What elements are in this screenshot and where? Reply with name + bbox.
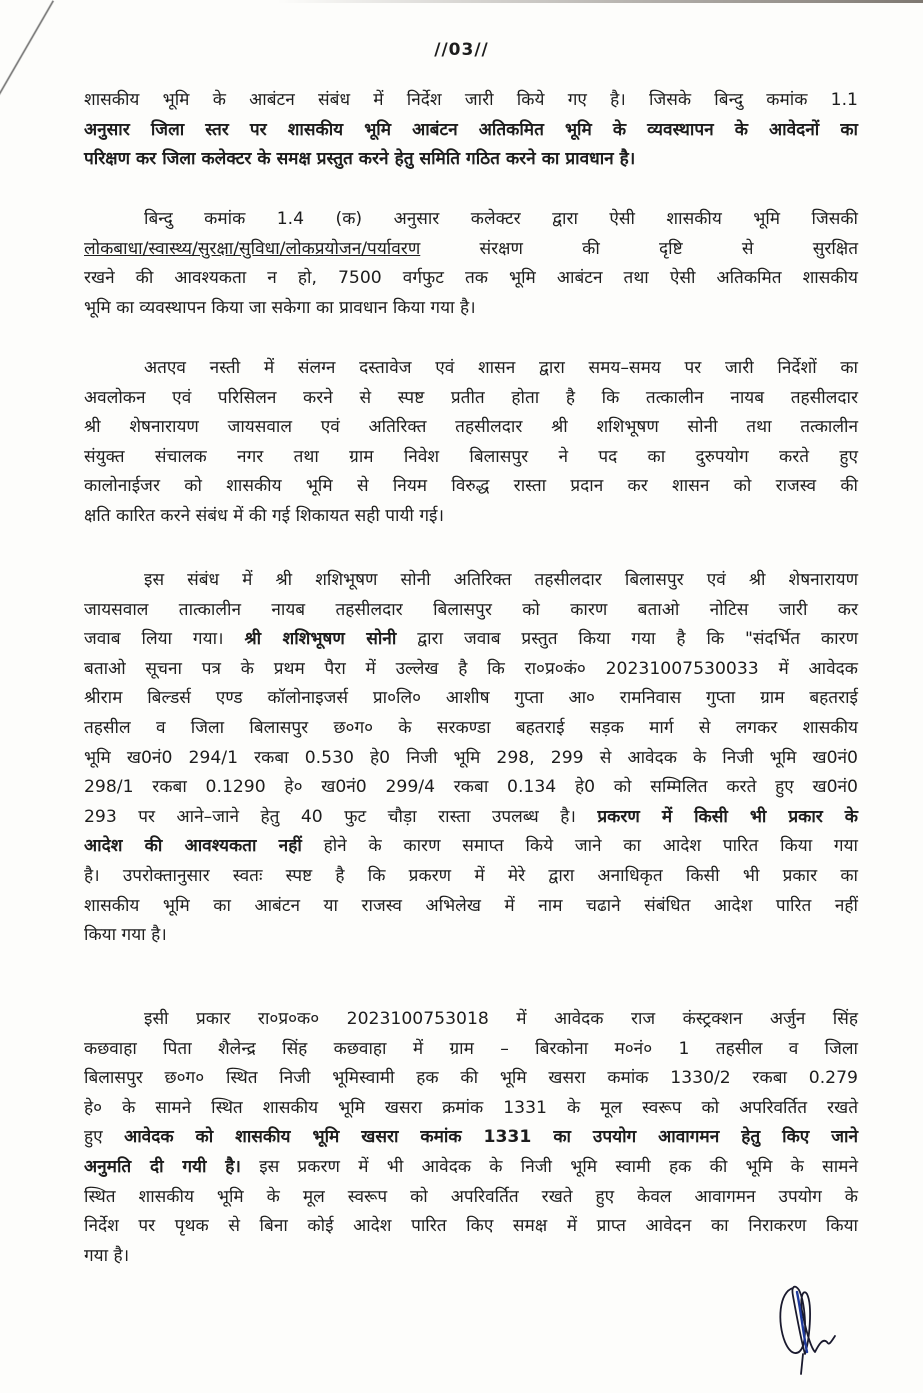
paragraph-5	[84, 1005, 858, 1271]
text-fragment: होने के कारण समाप्त किये जाने का आदेश पारित किया गया	[323, 836, 859, 857]
text-line: बिलासपुर छ०ग० स्थित निजी भूमिस्वामी हक की भूमि खसरा कमांक 1330/2 रकबा 0.279	[84, 1068, 858, 1089]
paragraph-2	[84, 205, 858, 323]
text-line: शासकीय भूमि का आबंटन या राजस्व अभिलेख में नाम चढाने संबंधित आदेश पारित नहीं	[84, 895, 858, 916]
text-fragment: इस प्रकरण में भी आवेदक के निजी भूमि स्वामी हक की भूमि के सामने	[259, 1156, 859, 1177]
text-line: शासकीय भूमि के आबंटन संबंध में निर्देश जारी किये गए है। जिसके बिन्दु कमांक 1.1	[84, 90, 858, 110]
text-line: स्थित शासकीय भूमि के मूल स्वरूप को अपरिवर्तित रखते हुए केवल आवागमन उपयोग के	[84, 1186, 858, 1207]
paragraph-4	[84, 566, 858, 951]
page-top-edge	[0, 0, 923, 3]
text-line: अतएव नस्ती में संलग्न दस्तावेज एवं शासन द्वारा समय–समय पर जारी निर्देशों का	[144, 358, 858, 378]
text-line: इसी प्रकार रा०प्र०क० 2023100753018 में आवेदक राज कंस्ट्रक्शन अर्जुन सिंह	[144, 1009, 858, 1029]
text-line: रखने की आवश्यकता न हो, 7500 वर्गफुट तक भूमि आबंटन तथा ऐसी अतिकमित शासकीय	[84, 268, 858, 289]
text-fragment: द्वारा जवाब प्रस्तुत किया गया है कि "संदर्भित कारण	[417, 629, 859, 650]
text-fragment: हुए	[84, 1127, 103, 1148]
bold-phrase: आवेदक को शासकीय भूमि खसरा कमांक 1331 का उपयोग आवागमन हेतु किए जाने	[124, 1127, 858, 1148]
page-number: //03//	[434, 40, 489, 60]
text-fragment: जवाब लिया गया।	[84, 629, 224, 650]
text-line	[84, 832, 858, 862]
text-line	[84, 625, 858, 655]
text-line: बताओ सूचना पत्र के प्रथम पैरा में उल्लेख है कि रा०प्र०कं० 20231007530033 में आवेदक	[84, 658, 858, 679]
underlined-phrase: लोकबाधा/स्वास्थ्य/सुरक्षा/सुविधा/लोकप्रयोजन/पर्यावरण	[84, 238, 421, 259]
paragraph-3	[84, 354, 858, 532]
text-line: जायसवाल तात्कालीन नायब तहसीलदार बिलासपुर को कारण बताओ नोटिस जारी कर	[84, 599, 858, 620]
text-line: संयुक्त संचालक नगर तथा ग्राम निवेश बिलासपुर ने पद का दुरुपयोग करते हुए	[84, 446, 858, 467]
text-line: गया है।	[84, 1245, 130, 1266]
paragraph-1	[84, 86, 858, 175]
bold-name: श्री शशिभूषण सोनी	[244, 629, 397, 650]
text-line: इस संबंध में श्री शशिभूषण सोनी अतिरिक्त तहसीलदार बिलासपुर एवं श्री शेषनारायण	[144, 570, 858, 590]
text-line	[84, 1123, 858, 1153]
text-line: कालोनाईजर को शासकीय भूमि से नियम विरुद्ध रास्ता प्रदान कर शासन को राजस्व की	[84, 476, 858, 497]
text-line: श्रीराम बिल्डर्स एण्ड कॉलोनाइजर्स प्रा०लि० आशीष गुप्ता आ० रामनिवास गुप्ता ग्राम बहतराई	[84, 688, 858, 709]
text-fragment: 293 पर आने–जाने हेतु 40 फुट चौड़ा रास्ता उपलब्ध है।	[84, 806, 576, 827]
bold-phrase: प्रकरण में किसी भी प्रकार के	[597, 806, 858, 827]
text-line: भूमि ख0नं0 294/1 रकबा 0.530 हे0 निजी भूमि 298, 299 से आवेदक के निजी भूमि ख0नं0	[84, 747, 858, 768]
text-line	[84, 1153, 858, 1183]
text-line: अनुसार जिला स्तर पर शासकीय भूमि आबंटन अतिकमित भूमि के व्यवस्थापन के आवेदनों का	[84, 119, 858, 140]
text-line: कछवाहा पिता शैलेन्द्र सिंह कछवाहा में ग्राम – बिरकोना म०नं० 1 तहसील व जिला	[84, 1038, 858, 1059]
bold-phrase: आदेश की आवश्यकता नहीं	[84, 836, 302, 857]
text-line	[84, 803, 858, 833]
signature-stroke	[780, 1287, 835, 1374]
text-line: श्री शेषनारायण जायसवाल एवं अतिरिक्त तहसीलदार श्री शशिभूषण सोनी तथा तत्कालीन	[84, 417, 858, 438]
text-fragment: संरक्षण की दृष्टि से सुरक्षित	[479, 238, 858, 259]
text-line: भूमि का व्यवस्थापन किया जा सकेगा का प्रावधान किया गया है।	[84, 297, 476, 318]
text-line	[84, 235, 858, 265]
text-line: अवलोकन एवं परिसिलन करने से स्पष्ट प्रतीत होता है कि तत्कालीन नायब तहसीलदार	[84, 387, 858, 408]
text-line: है। उपरोक्तानुसार स्वतः स्पष्ट है कि प्रकरण में मेरे द्वारा अनाधिकृत किसी भी प्रकार का	[84, 865, 858, 886]
bold-phrase: अनुमति दी गयी है।	[84, 1156, 241, 1177]
text-line: क्षति कारित करने संबंध में की गई शिकायत सही पायी गई।	[84, 505, 444, 526]
text-line: परिक्षण कर जिला कलेक्टर के समक्ष प्रस्तुत करने हेतु समिति गठित करने का प्रावधान है।	[84, 149, 636, 170]
text-line: तहसील व जिला बिलासपुर छ०ग० के सरकण्डा बहतराई सड़क मार्ग से लगकर शासकीय	[84, 717, 858, 738]
text-line: किया गया है।	[84, 925, 167, 946]
handwritten-signature	[775, 1282, 845, 1377]
text-line: हे० के सामने स्थित शासकीय भूमि खसरा क्रमांक 1331 के मूल स्वरूप को अपरिवर्तित रखते	[84, 1097, 858, 1118]
text-line: निर्देश पर पृथक से बिना कोई आदेश पारित किए समक्ष में प्राप्त आवेदन का निराकरण किया	[84, 1216, 858, 1237]
text-line: 298/1 रकबा 0.1290 हे० ख0नं0 299/4 रकबा 0.134 हे0 को सम्मिलित करते हुए ख0नं0	[84, 777, 858, 798]
text-line: बिन्दु कमांक 1.4 (क) अनुसार कलेक्टर द्वारा ऐसी शासकीय भूमि जिसकी	[144, 209, 858, 229]
